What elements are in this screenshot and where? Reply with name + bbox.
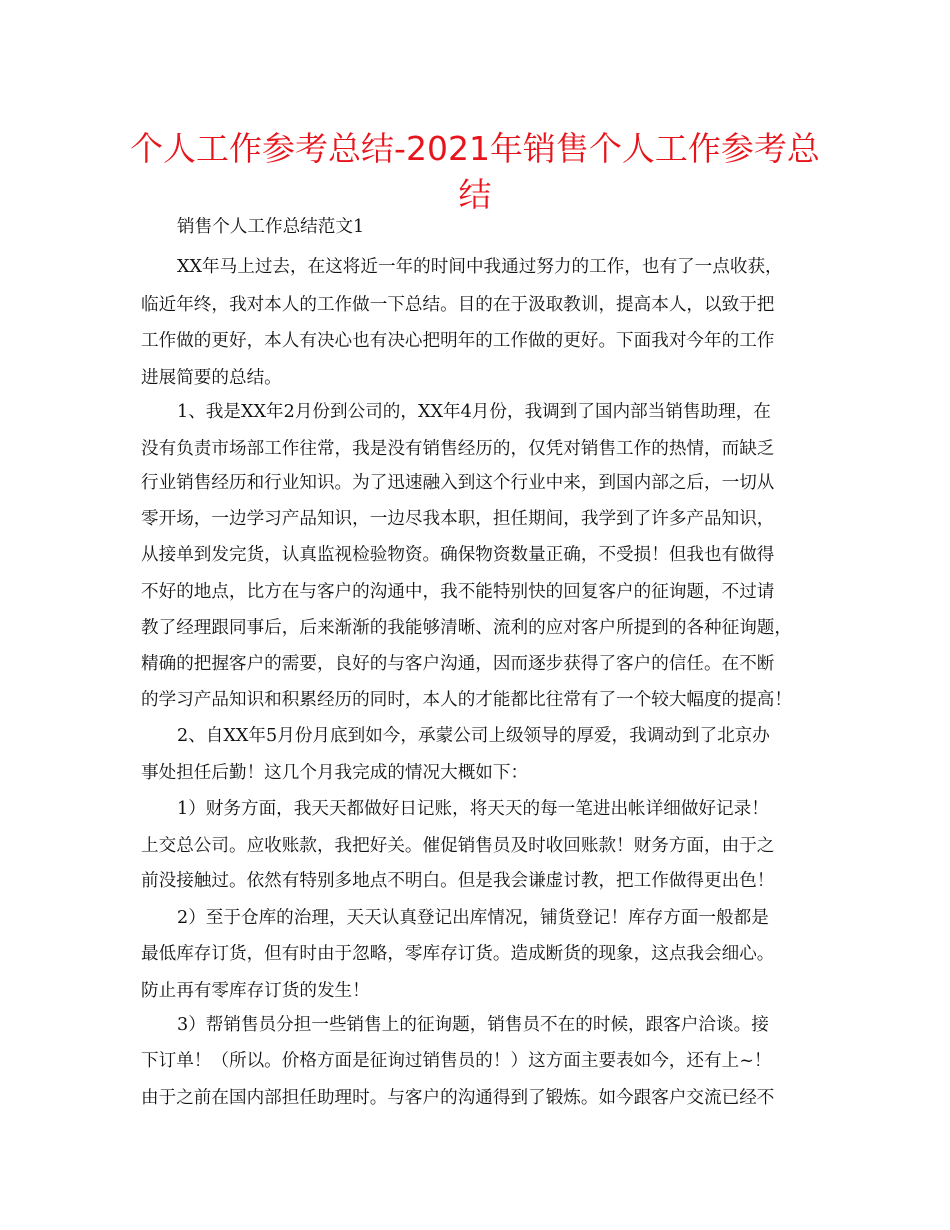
paragraph-line: 的学习产品知识和积累经历的同时，本人的才能都比往常有了一个较大幅度的提高！ — [141, 690, 792, 710]
paragraph-line: 下订单！（所以。价格方面是征询过销售员的！）这方面主要表如今，还有上~！ — [141, 1051, 772, 1071]
paragraph-line: 进展简要的总结。 — [141, 368, 282, 388]
paragraph-line: 教了经理跟同事后，后来渐渐的我能够清晰、流利的应对客户所提到的各种征询题， — [141, 618, 792, 638]
paragraph-line: 3）帮销售员分担一些销售上的征询题，销售员不在的时候，跟客户洽谈。接 — [177, 1015, 769, 1035]
paragraph-line: 2、自XX年5月份月底到如今，承蒙公司上级领导的厚爱，我调动到了北京办 — [177, 726, 770, 746]
paragraph-line: 不好的地点，比方在与客户的沟通中，我不能特别快的回复客户的征询题，不过请 — [141, 582, 775, 602]
paragraph-line: 没有负责市场部工作往常，我是没有销售经历的，仅凭对销售工作的热情，而缺乏 — [141, 439, 775, 459]
paragraph-line: 2）至于仓库的治理，天天认真登记出库情况，铺货登记！库存方面一般都是 — [177, 908, 769, 928]
paragraph-line: 由于之前在国内部担任助理时。与客户的沟通得到了锻炼。如今跟客户交流已经不 — [141, 1088, 775, 1108]
paragraph-line: 精确的把握客户的需要，良好的与客户沟通，因而逐步获得了客户的信任。在不断 — [141, 654, 775, 674]
paragraph-line: 上交总公司。应收账款，我把好关。催促销售员及时收回账款！财务方面，由于之 — [141, 836, 775, 856]
paragraph-line: 从接单到发完货，认真监视检验物资。确保物资数量正确，不受损！但我也有做得 — [141, 545, 775, 565]
paragraph-line: 1）财务方面，我天天都做好日记账，将天天的每一笔进出帐详细做好记录！ — [177, 799, 769, 819]
paragraph-line: 行业销售经历和行业知识。为了迅速融入到这个行业中来，到国内部之后，一切从 — [141, 473, 775, 493]
document-title: 个人工作参考总结-2021年销售个人工作参考总结 — [130, 129, 820, 214]
paragraph-line: 事处担任后勤！这几个月我完成的情况大概如下： — [141, 763, 529, 783]
paragraph-line: 前没接触过。依然有特别多地点不明白。但是我会谦虚讨教，把工作做得更出色！ — [141, 871, 775, 891]
paragraph-line: 临近年终，我对本人的工作做一下总结。目的在于汲取教训，提高本人，以致于把 — [141, 295, 775, 315]
paragraph-line: 工作做的更好，本人有决心也有决心把明年的工作做的更好。下面我对今年的工作 — [141, 331, 775, 351]
paragraph-line: 零开场，一边学习产品知识，一边尽我本职，担任期间，我学到了许多产品知识， — [141, 509, 775, 529]
paragraph-line: 1、我是XX年2月份到公司的，XX年4月份，我调到了国内部当销售助理，在 — [177, 402, 771, 422]
paragraph-line: XX年马上过去，在这将近一年的时间中我通过努力的工作，也有了一点收获， — [177, 257, 783, 277]
paragraph-line: 防止再有零库存订货的发生！ — [141, 981, 370, 1001]
paragraph-line: 最低库存订货，但有时由于忽略，零库存订货。造成断货的现象，这点我会细心。 — [141, 944, 775, 964]
section-heading: 销售个人工作总结范文1 — [177, 217, 365, 237]
